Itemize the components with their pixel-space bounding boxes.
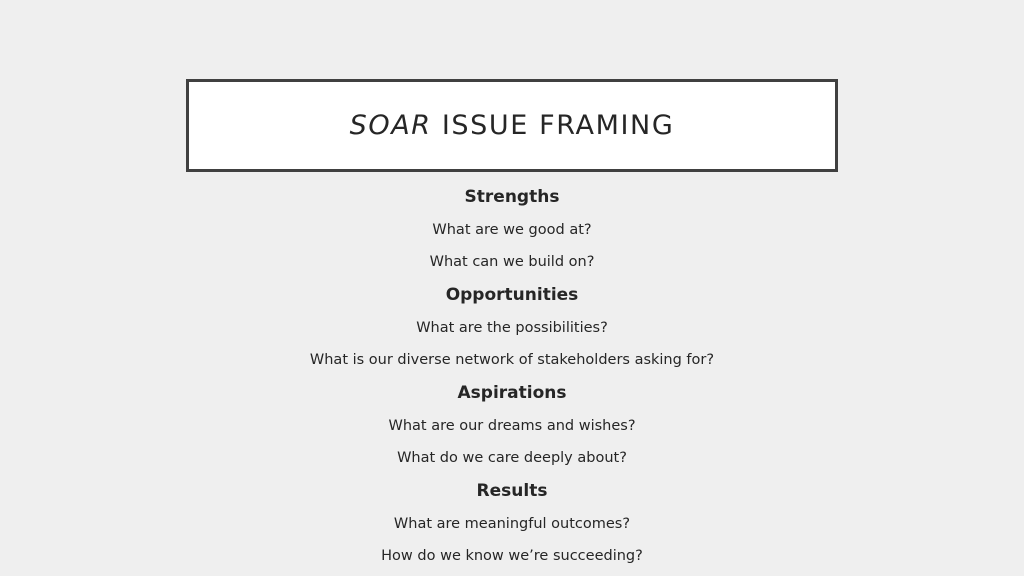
slide-title	[350, 110, 675, 141]
question-results-1: What are meaningful outcomes?	[393, 516, 631, 532]
title-box	[186, 79, 838, 172]
title-emphasis: SOAR	[349, 110, 432, 141]
title-rest: ISSUE FRAMING	[431, 110, 675, 141]
question-strengths-2: What can we build on?	[429, 254, 595, 270]
question-aspirations-2: What do we care deeply about?	[397, 450, 627, 466]
section-heading-strengths: Strengths	[464, 187, 560, 207]
section-heading-opportunities: Opportunities	[445, 285, 579, 305]
section-heading-results: Results	[476, 481, 548, 501]
question-aspirations-1: What are our dreams and wishes?	[388, 418, 636, 434]
question-opportunities-1: What are the possibilities?	[416, 320, 608, 336]
question-opportunities-2: What is our diverse network of stakeholders asking for?	[309, 352, 715, 368]
section-heading-aspirations: Aspirations	[457, 383, 567, 403]
question-results-2: How do we know we’re succeeding?	[381, 548, 643, 564]
question-strengths-1: What are we good at?	[432, 222, 592, 238]
slide-content	[0, 180, 1024, 572]
